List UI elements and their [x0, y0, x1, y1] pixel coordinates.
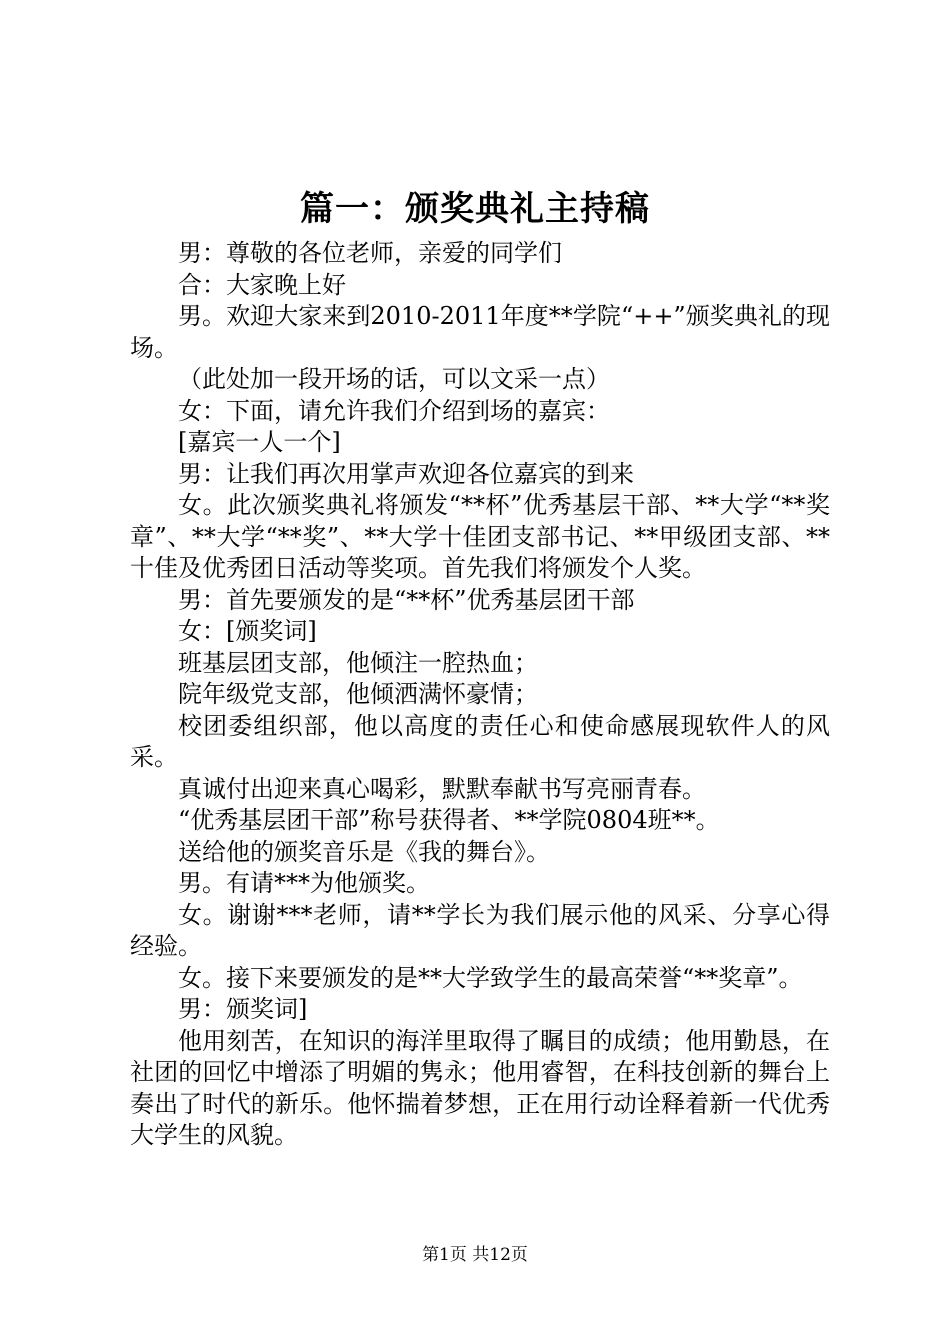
paragraph: 女：下面，请允许我们介绍到场的嘉宾：	[178, 396, 610, 425]
paragraph: 男：尊敬的各位老师，亲爱的同学们	[178, 239, 562, 267]
paragraph: 合：大家晚上好	[178, 270, 346, 299]
paragraph: 男：让我们再次用掌声欢迎各位嘉宾的到来	[178, 459, 634, 488]
paragraph: 男。有请***为他颁奖。	[178, 869, 430, 897]
paragraph: [嘉宾一人一个]	[178, 428, 341, 456]
paragraph: 男：颁奖词]	[178, 995, 308, 1023]
document-title: 篇一：颁奖典礼主持稿	[300, 189, 650, 229]
document-body	[130, 238, 830, 1152]
paragraph: （此处加一段开场的话，可以文采一点）	[178, 365, 610, 393]
paragraph: 校团委组织部，他以高度的责任心和使命感展现软件人的风采。	[130, 711, 830, 771]
paragraph: 男。欢迎大家来到2010-2011年度**学院“++”颁奖典礼的现场。	[130, 302, 830, 362]
paragraph: 女：[颁奖词]	[178, 617, 317, 645]
paragraph: 送给他的颁奖音乐是《我的舞台》。	[178, 837, 550, 866]
paragraph: 院年级党支部，他倾洒满怀豪情；	[178, 680, 538, 708]
page-footer: 第1页 共12页	[422, 1245, 528, 1265]
paragraph: 真诚付出迎来真心喝彩，默默奉献书写亮丽青春。	[178, 774, 706, 803]
paragraph: 他用刻苦，在知识的海洋里取得了瞩目的成绩；他用勤恳，在社团的回忆中增添了明媚的隽永；他用睿智，在科技创新的舞台上奏出了时代的新乐。他怀揣着梦想，正在用行动诠释着新一代优秀大学生的风貌。	[130, 1026, 830, 1149]
paragraph: 班基层团支部，他倾注一腔热血；	[178, 648, 538, 677]
paragraph: 男：首先要颁发的是“**杯”优秀基层团干部	[178, 585, 635, 614]
paragraph: 女。此次颁奖典礼将颁发“**杯”优秀基层干部、**大学“**奖章”、**大学“**奖”、**大学十佳团支部书记、**甲级团支部、**十佳及优秀团日活动等奖项。首先我们将颁发个人奖。	[130, 491, 830, 582]
paragraph: “优秀基层团干部”称号获得者、**学院0804班**。	[178, 806, 720, 834]
paragraph: 女。接下来要颁发的是**大学致学生的最高荣誉“**奖章”。	[178, 963, 803, 992]
paragraph: 女。谢谢***老师，请**学长为我们展示他的风采、分享心得经验。	[130, 900, 830, 960]
